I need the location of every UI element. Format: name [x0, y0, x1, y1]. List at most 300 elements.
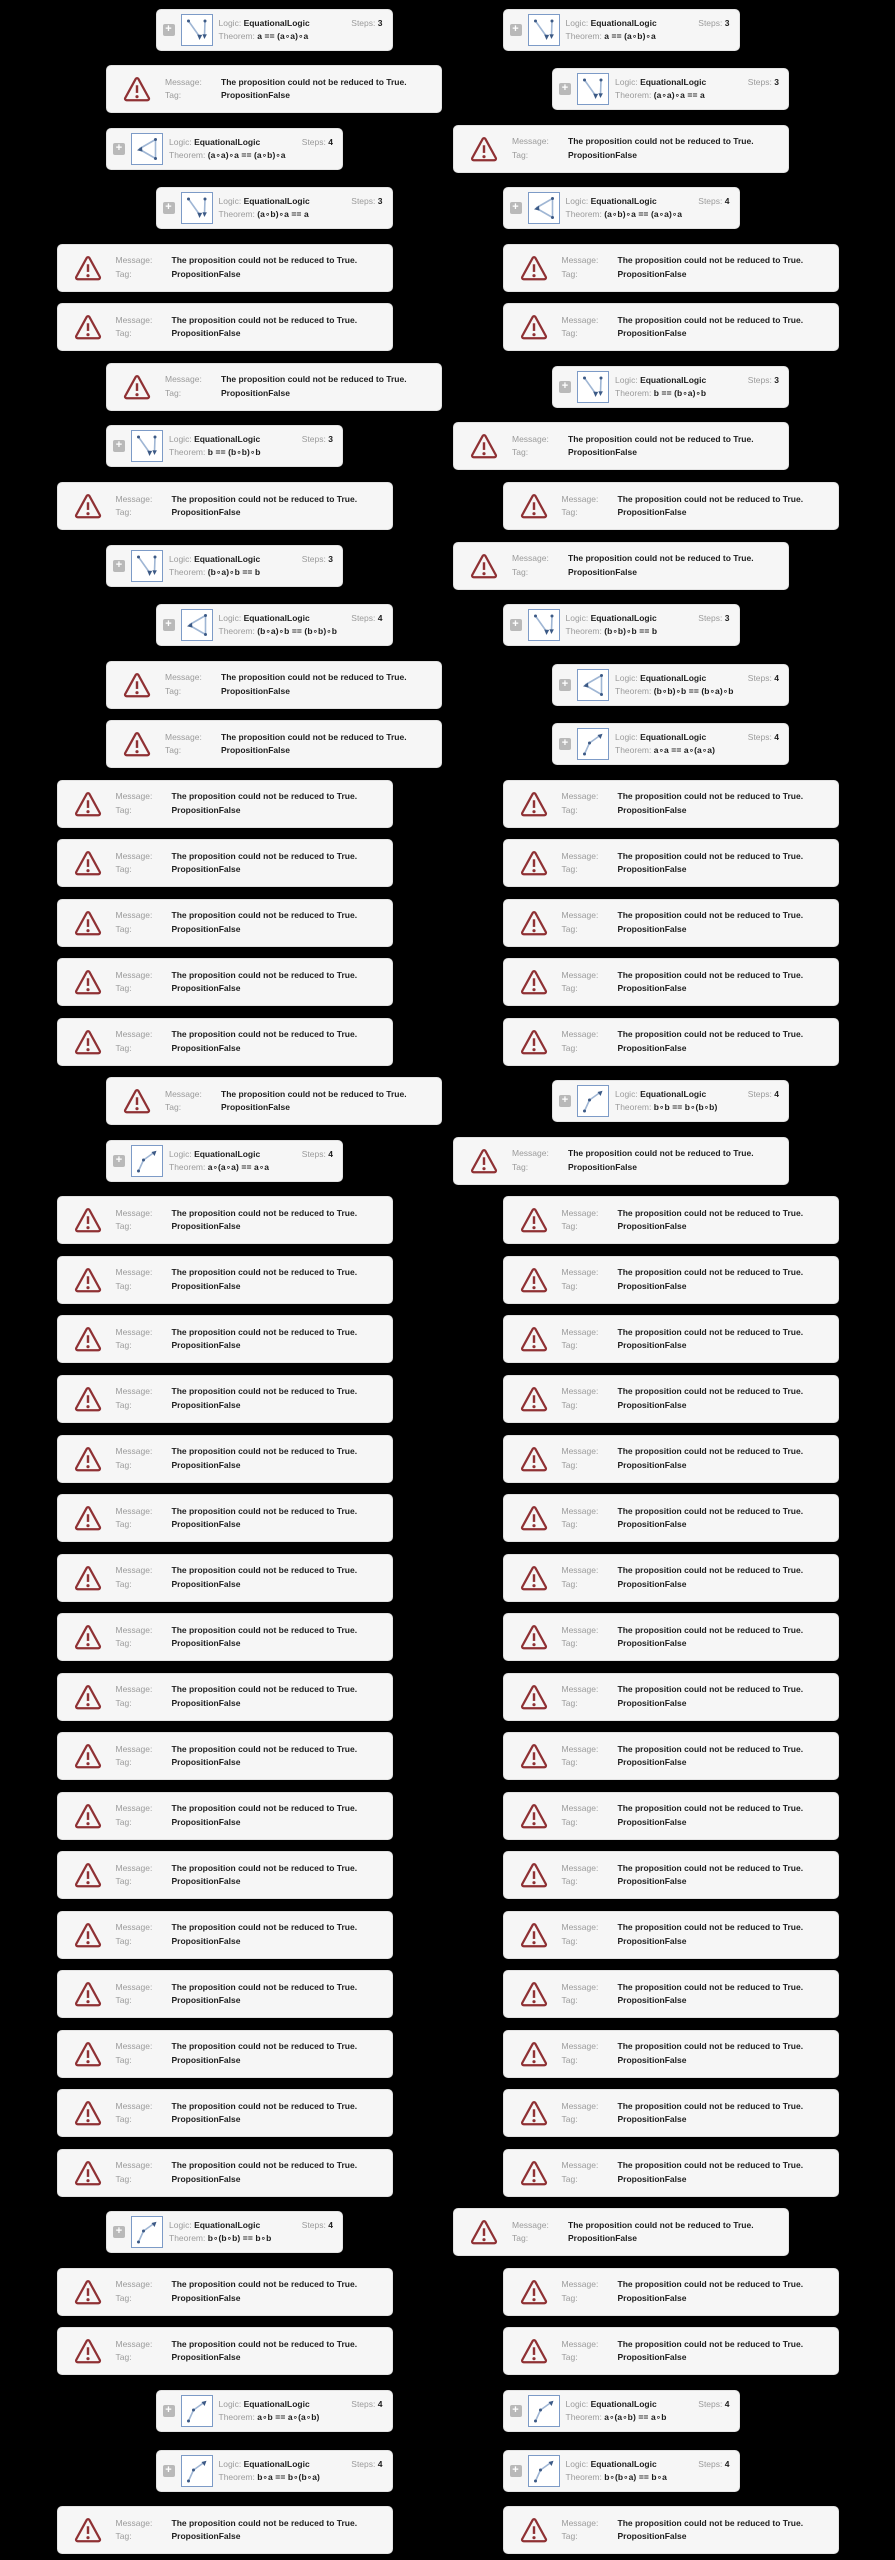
steps-value: 4: [774, 672, 779, 683]
proposition-false-warning-card: [503, 2506, 839, 2554]
tag-value: PropositionFalse: [617, 1816, 687, 1827]
result-row: [0, 1072, 895, 1132]
proposition-false-warning-card: [57, 2030, 393, 2078]
tag-label: Tag:: [561, 1399, 578, 1410]
message-label: Message:: [561, 1326, 599, 1337]
proposition-false-warning-card: [503, 2149, 839, 2197]
steps-field: [351, 2398, 382, 2411]
warning-triangle-icon: [73, 1266, 103, 1294]
steps-value: 3: [774, 374, 779, 385]
logic-field: [566, 2398, 657, 2411]
expand-plus-icon[interactable]: +: [163, 2405, 175, 2417]
message-value: The proposition could not be reduced to True.: [171, 1922, 358, 1933]
steps-value: 3: [724, 613, 730, 624]
message-value: The proposition could not be reduced to True.: [568, 433, 754, 444]
expand-plus-icon[interactable]: +: [559, 83, 571, 95]
warning-triangle-icon: [519, 1385, 549, 1413]
tag-label: Tag:: [115, 2352, 132, 2363]
proposition-false-warning-card: [503, 1196, 839, 1244]
warning-triangle-icon: [73, 2337, 103, 2365]
result-row: [0, 833, 895, 893]
tag-label: Tag:: [561, 983, 578, 994]
warning-triangle-icon: [73, 1325, 103, 1353]
result-row: [0, 1905, 895, 1965]
warning-triangle-icon: [519, 2337, 549, 2365]
warning-card-text: [116, 1981, 382, 2008]
warning-triangle-icon: [469, 2218, 499, 2246]
steps-value: 3: [774, 77, 779, 88]
proposition-false-warning-card: [57, 2506, 393, 2554]
expand-plus-icon[interactable]: +: [559, 679, 571, 691]
message-value: The proposition could not be reduced to True.: [171, 1684, 358, 1695]
message-label: Message:: [561, 1207, 599, 1218]
theorem-result-card: [156, 187, 393, 229]
result-row: [0, 1012, 895, 1072]
proposition-false-warning-card: [57, 1911, 393, 1959]
tag-label: Tag:: [115, 1935, 132, 1946]
proof-graph-icon: [577, 1085, 609, 1117]
logic-field: [169, 136, 260, 149]
theorem-formula: (b∘b)∘b == (b∘a)∘b: [653, 685, 734, 696]
warning-card-text: [562, 1981, 828, 2008]
steps-field: [748, 672, 779, 685]
warning-card-text: [512, 135, 778, 162]
message-value: The proposition could not be reduced to True.: [171, 1624, 358, 1635]
tag-value: PropositionFalse: [171, 804, 241, 815]
logic-field: [219, 2458, 310, 2471]
message-label: Message:: [115, 969, 153, 980]
proposition-false-warning-card: [57, 1196, 393, 1244]
proposition-false-warning-card: [503, 780, 839, 828]
theorem-field: [615, 744, 779, 757]
expand-plus-icon[interactable]: +: [113, 1155, 125, 1167]
theorem-card-text: [219, 195, 383, 221]
message-value: The proposition could not be reduced to True.: [617, 1207, 804, 1218]
proof-graph-icon: [577, 728, 609, 760]
warning-card-text: [562, 1207, 828, 1234]
message-value: The proposition could not be reduced to True.: [221, 1088, 407, 1099]
result-row: [0, 179, 895, 239]
expand-plus-icon[interactable]: +: [163, 202, 175, 214]
tag-value: PropositionFalse: [171, 1638, 241, 1649]
result-row: [0, 595, 895, 655]
tag-label: Tag:: [115, 1280, 132, 1291]
logic-field: [219, 612, 310, 625]
theorem-result-card: [503, 2390, 740, 2432]
proposition-false-warning-card: [453, 542, 789, 590]
theorem-result-card: [503, 604, 740, 646]
logic-field: [615, 731, 706, 744]
steps-label: Steps:: [747, 77, 772, 88]
tag-value: PropositionFalse: [171, 328, 241, 339]
warning-triangle-icon: [73, 909, 103, 937]
warning-triangle-icon: [73, 2159, 103, 2187]
tag-label: Tag:: [115, 1221, 132, 1232]
message-label: Message:: [165, 1088, 202, 1099]
message-value: The proposition could not be reduced to True.: [617, 314, 804, 325]
logic-label: Logic:: [615, 1089, 638, 1100]
warning-triangle-icon: [73, 1504, 103, 1532]
proposition-false-warning-card: [503, 1315, 839, 1363]
tag-label: Tag:: [561, 268, 578, 279]
logic-value: EquationalLogic: [194, 434, 261, 445]
result-row: [0, 1429, 895, 1489]
theorem-card-text: [615, 1088, 779, 1114]
theorem-card-text: [219, 2458, 383, 2484]
logic-value: EquationalLogic: [640, 672, 707, 683]
tag-value: PropositionFalse: [568, 149, 637, 160]
warning-card-text: [512, 1147, 778, 1174]
expand-plus-icon[interactable]: +: [163, 619, 175, 631]
result-row: [0, 1488, 895, 1548]
message-label: Message:: [115, 493, 153, 504]
proposition-false-warning-card: [57, 1732, 393, 1780]
steps-label: Steps:: [698, 2399, 723, 2410]
tag-value: PropositionFalse: [617, 1519, 687, 1530]
expand-plus-icon[interactable]: +: [510, 2405, 522, 2417]
steps-value: 4: [377, 2399, 383, 2410]
tag-value: PropositionFalse: [617, 2054, 687, 2065]
tag-label: Tag:: [561, 2352, 578, 2363]
theorem-label: Theorem:: [169, 149, 206, 160]
theorem-card-text: [219, 612, 383, 638]
result-row: [0, 655, 895, 715]
result-row: [0, 953, 895, 1013]
warning-card-text: [116, 1921, 382, 1948]
message-value: The proposition could not be reduced to True.: [568, 553, 754, 564]
proposition-false-warning-card: [503, 2089, 839, 2137]
result-row: [0, 2441, 895, 2501]
warning-card-text: [165, 1088, 431, 1115]
expand-plus-icon[interactable]: +: [510, 24, 522, 36]
theorem-result-card: [503, 2450, 740, 2492]
tag-value: PropositionFalse: [171, 1757, 241, 1768]
warning-triangle-icon: [73, 1742, 103, 1770]
logic-value: EquationalLogic: [640, 77, 707, 88]
tag-value: PropositionFalse: [171, 1042, 241, 1053]
result-row: [0, 1369, 895, 1429]
warning-card-text: [562, 1445, 828, 1472]
warning-triangle-icon: [73, 1206, 103, 1234]
proposition-false-warning-card: [453, 125, 789, 173]
steps-field: [302, 433, 333, 446]
theorem-card-text: [219, 17, 383, 43]
theorem-label: Theorem:: [218, 209, 255, 220]
tag-label: Tag:: [561, 1876, 578, 1887]
proposition-false-warning-card: [57, 1375, 393, 1423]
expand-plus-icon[interactable]: +: [510, 202, 522, 214]
message-label: Message:: [115, 2100, 153, 2111]
tag-value: PropositionFalse: [171, 2173, 241, 2184]
proposition-false-warning-card: [453, 1137, 789, 1185]
tag-label: Tag:: [561, 2054, 578, 2065]
expand-plus-icon[interactable]: +: [559, 381, 571, 393]
expand-plus-icon[interactable]: +: [559, 738, 571, 750]
tag-value: PropositionFalse: [171, 2054, 241, 2065]
theorem-label: Theorem:: [615, 685, 652, 696]
warning-card-text: [116, 1326, 382, 1353]
expand-plus-icon[interactable]: +: [113, 560, 125, 572]
theorem-formula: b == (b∘a)∘b: [653, 387, 707, 398]
theorem-formula: b∘(b∘a) == b∘a: [604, 2471, 667, 2482]
expand-plus-icon[interactable]: +: [113, 440, 125, 452]
result-row: [0, 1191, 895, 1251]
tag-label: Tag:: [561, 1221, 578, 1232]
proof-graph-icon: [131, 133, 163, 165]
warning-card-text: [116, 1266, 382, 1293]
logic-label: Logic:: [169, 2220, 192, 2231]
message-value: The proposition could not be reduced to True.: [617, 850, 804, 861]
warning-triangle-icon: [519, 2040, 549, 2068]
proposition-false-warning-card: [503, 482, 839, 530]
steps-field: [748, 1088, 779, 1101]
result-row: [0, 2262, 895, 2322]
warning-triangle-icon: [519, 1921, 549, 1949]
warning-triangle-icon: [519, 790, 549, 818]
result-row: [0, 1786, 895, 1846]
result-row: [0, 2322, 895, 2382]
message-label: Message:: [561, 850, 599, 861]
steps-field: [302, 136, 333, 149]
proposition-false-warning-card: [57, 1851, 393, 1899]
tag-label: Tag:: [115, 328, 132, 339]
warning-card-text: [116, 493, 382, 520]
proof-graph-icon: [577, 669, 609, 701]
warning-card-text: [562, 2100, 828, 2127]
expand-plus-icon[interactable]: +: [163, 2465, 175, 2477]
theorem-label: Theorem:: [615, 1102, 652, 1113]
result-row: [0, 0, 895, 60]
warning-triangle-icon: [73, 1861, 103, 1889]
tag-value: PropositionFalse: [171, 2114, 241, 2125]
message-value: The proposition could not be reduced to True.: [617, 1029, 804, 1040]
logic-value: EquationalLogic: [590, 17, 657, 28]
tag-value: PropositionFalse: [617, 2352, 687, 2363]
logic-label: Logic:: [218, 2458, 242, 2469]
warning-card-text: [562, 314, 828, 341]
logic-field: [615, 374, 706, 387]
theorem-result-card: [503, 187, 740, 229]
warning-triangle-icon: [73, 1980, 103, 2008]
warning-triangle-icon: [519, 1504, 549, 1532]
theorem-card-text: [615, 672, 779, 698]
tag-label: Tag:: [561, 2173, 578, 2184]
theorem-field: [219, 2471, 383, 2484]
message-label: Message:: [115, 2160, 153, 2171]
expand-plus-icon[interactable]: +: [113, 2226, 125, 2238]
message-label: Message:: [561, 1446, 599, 1457]
warning-card-text: [116, 2338, 382, 2365]
theorem-result-card: [156, 9, 393, 51]
logic-label: Logic:: [615, 77, 638, 88]
steps-value: 4: [724, 2399, 730, 2410]
steps-label: Steps:: [301, 2220, 326, 2231]
message-label: Message:: [561, 255, 599, 266]
tag-label: Tag:: [115, 1399, 132, 1410]
proposition-false-warning-card: [503, 244, 839, 292]
tag-value: PropositionFalse: [171, 1697, 241, 1708]
proposition-false-warning-card: [503, 2268, 839, 2316]
warning-card-text: [116, 1505, 382, 1532]
proposition-false-warning-card: [503, 1375, 839, 1423]
expand-plus-icon[interactable]: +: [559, 1095, 571, 1107]
tag-label: Tag:: [115, 2054, 132, 2065]
theorem-card-text: [615, 731, 779, 757]
logic-field: [566, 2458, 657, 2471]
message-label: Message:: [115, 255, 153, 266]
proposition-false-warning-card: [453, 422, 789, 470]
steps-label: Steps:: [351, 17, 376, 28]
message-label: Message:: [512, 136, 549, 147]
warning-triangle-icon: [519, 968, 549, 996]
message-label: Message:: [561, 1267, 599, 1278]
tag-label: Tag:: [165, 90, 182, 101]
message-label: Message:: [561, 1684, 599, 1695]
message-value: The proposition could not be reduced to True.: [617, 1922, 804, 1933]
warning-card-text: [562, 1326, 828, 1353]
logic-field: [219, 2398, 310, 2411]
result-row: [0, 1548, 895, 1608]
warning-card-text: [116, 2159, 382, 2186]
logic-field: [615, 76, 706, 89]
steps-label: Steps:: [698, 17, 723, 28]
warning-card-text: [562, 254, 828, 281]
tag-value: PropositionFalse: [617, 268, 687, 279]
proposition-false-warning-card: [57, 1673, 393, 1721]
proposition-false-warning-card: [106, 720, 442, 768]
theorem-field: [219, 30, 383, 43]
logic-field: [615, 672, 706, 685]
message-value: The proposition could not be reduced to True.: [171, 2279, 358, 2290]
result-row: [0, 893, 895, 953]
message-label: Message:: [512, 2219, 549, 2230]
message-value: The proposition could not be reduced to True.: [171, 1505, 358, 1516]
tag-value: PropositionFalse: [568, 566, 637, 577]
message-value: The proposition could not be reduced to True.: [617, 2160, 804, 2171]
proposition-false-warning-card: [503, 958, 839, 1006]
warning-triangle-icon: [519, 1445, 549, 1473]
warning-triangle-icon: [73, 1564, 103, 1592]
warning-card-text: [116, 1862, 382, 1889]
logic-value: EquationalLogic: [243, 2399, 310, 2410]
warning-card-text: [116, 1683, 382, 1710]
steps-label: Steps:: [351, 196, 376, 207]
theorem-field: [566, 625, 730, 638]
steps-value: 3: [328, 434, 333, 445]
tag-value: PropositionFalse: [617, 1935, 687, 1946]
tag-label: Tag:: [115, 1459, 132, 1470]
tag-value: PropositionFalse: [617, 1399, 687, 1410]
theorem-card-text: [169, 2219, 333, 2245]
message-value: The proposition could not be reduced to True.: [171, 1862, 358, 1873]
tag-label: Tag:: [115, 864, 132, 875]
steps-value: 4: [328, 136, 333, 147]
proof-graph-icon: [181, 609, 213, 641]
theorem-formula: a∘a == a∘(a∘a): [653, 745, 716, 756]
proof-graph-icon: [528, 192, 560, 224]
expand-plus-icon[interactable]: +: [510, 619, 522, 631]
theorem-result-card: [552, 366, 789, 408]
warning-triangle-icon: [519, 1266, 549, 1294]
tag-label: Tag:: [512, 447, 529, 458]
theorem-formula: b∘b == b∘(b∘b): [653, 1102, 718, 1113]
warning-triangle-icon: [73, 1683, 103, 1711]
tag-value: PropositionFalse: [568, 1161, 637, 1172]
warning-card-text: [562, 2517, 828, 2544]
warning-triangle-icon: [122, 730, 152, 758]
expand-plus-icon[interactable]: +: [113, 143, 125, 155]
tag-value: PropositionFalse: [221, 745, 290, 756]
theorem-label: Theorem:: [615, 387, 652, 398]
tag-value: PropositionFalse: [221, 387, 290, 398]
warning-triangle-icon: [73, 254, 103, 282]
message-value: The proposition could not be reduced to True.: [617, 969, 804, 980]
result-row: [0, 1726, 895, 1786]
message-value: The proposition could not be reduced to True.: [617, 2338, 804, 2349]
logic-label: Logic:: [615, 672, 638, 683]
message-value: The proposition could not be reduced to True.: [221, 731, 407, 742]
theorem-field: [566, 2471, 730, 2484]
steps-label: Steps:: [747, 672, 772, 683]
theorem-formula: (a∘b)∘a == a: [257, 209, 309, 220]
steps-value: 4: [774, 732, 779, 743]
theorem-label: Theorem:: [565, 626, 602, 637]
proposition-false-warning-card: [453, 2208, 789, 2256]
steps-value: 3: [328, 553, 333, 564]
message-label: Message:: [115, 2041, 153, 2052]
steps-value: 4: [328, 1148, 333, 1159]
tag-value: PropositionFalse: [171, 1459, 241, 1470]
result-row: [0, 2024, 895, 2084]
steps-label: Steps:: [747, 374, 772, 385]
warning-card-text: [562, 1624, 828, 1651]
warning-card-text: [165, 373, 431, 400]
tag-label: Tag:: [115, 1340, 132, 1351]
tag-value: PropositionFalse: [171, 1935, 241, 1946]
tag-value: PropositionFalse: [617, 1578, 687, 1589]
expand-plus-icon[interactable]: +: [163, 24, 175, 36]
result-row: [0, 238, 895, 298]
message-label: Message:: [165, 374, 202, 385]
message-value: The proposition could not be reduced to True.: [171, 910, 358, 921]
steps-value: 4: [377, 2458, 383, 2469]
expand-plus-icon[interactable]: +: [510, 2465, 522, 2477]
result-row: [0, 2500, 895, 2560]
warning-card-text: [165, 76, 431, 103]
message-label: Message:: [561, 1029, 599, 1040]
message-value: The proposition could not be reduced to True.: [617, 1326, 804, 1337]
theorem-label: Theorem:: [615, 90, 652, 101]
warning-card-text: [562, 1564, 828, 1591]
theorem-card-text: [169, 433, 333, 459]
tag-value: PropositionFalse: [221, 1102, 290, 1113]
logic-field: [169, 433, 260, 446]
tag-value: PropositionFalse: [617, 1221, 687, 1232]
message-value: The proposition could not be reduced to True.: [171, 1743, 358, 1754]
theorem-formula: b∘(b∘b) == b∘b: [207, 2233, 272, 2244]
message-label: Message:: [165, 672, 202, 683]
tag-label: Tag:: [165, 387, 182, 398]
tag-label: Tag:: [115, 2292, 132, 2303]
tag-value: PropositionFalse: [617, 864, 687, 875]
steps-label: Steps:: [301, 434, 326, 445]
theorem-formula: (a∘a)∘a == a: [653, 90, 705, 101]
logic-label: Logic:: [565, 196, 589, 207]
message-value: The proposition could not be reduced to True.: [171, 1326, 358, 1337]
logic-value: EquationalLogic: [194, 553, 261, 564]
theorem-field: [615, 1101, 779, 1114]
theorem-result-card: [106, 1140, 343, 1182]
